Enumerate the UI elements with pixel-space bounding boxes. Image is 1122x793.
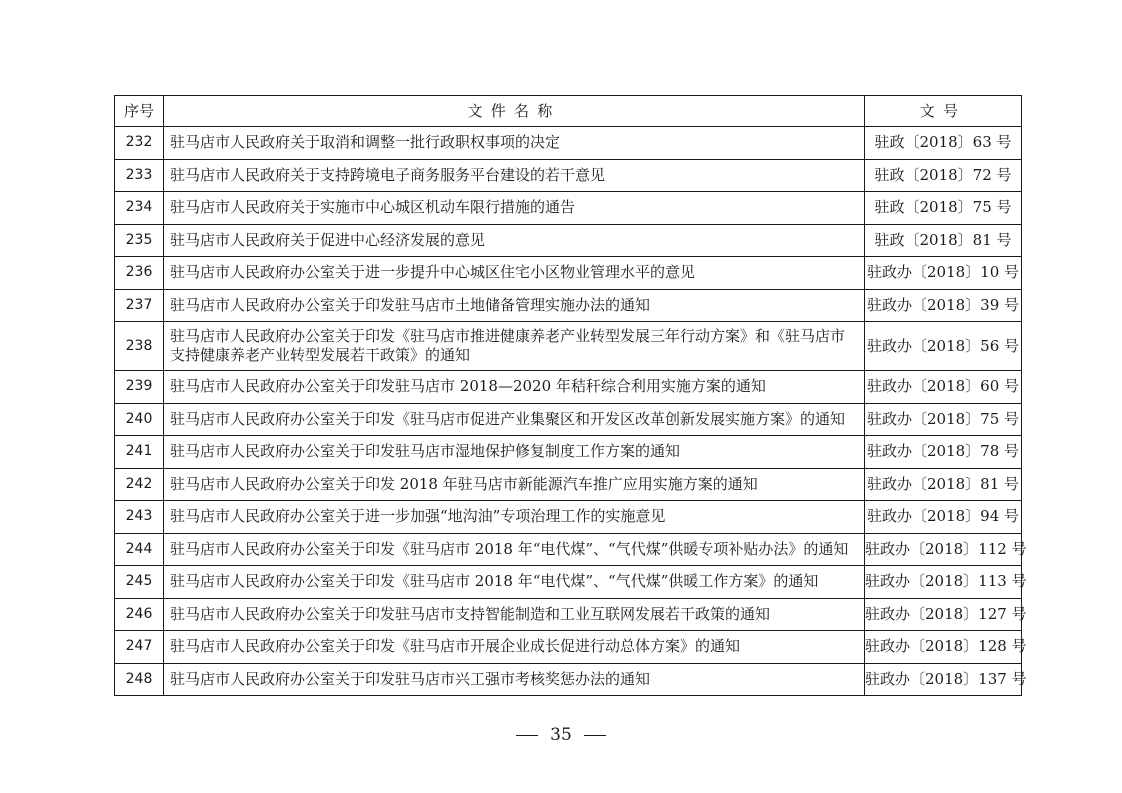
row-seq: 243 [115, 501, 164, 534]
row-seq: 240 [115, 403, 164, 436]
row-number: 驻政办〔2018〕56 号 [865, 322, 1022, 371]
header-number: 文号 [865, 96, 1022, 127]
table-row [115, 127, 1022, 160]
row-seq: 245 [115, 566, 164, 599]
row-seq: 236 [115, 257, 164, 290]
row-name: 驻马店市人民政府办公室关于印发驻马店市支持智能制造和工业互联网发展若干政策的通知 [164, 598, 865, 631]
row-seq: 248 [115, 663, 164, 696]
table-row [115, 598, 1022, 631]
row-name: 驻马店市人民政府办公室关于印发《驻马店市 2018 年“电代煤”、“气代煤”供暖工作方案》的通知 [164, 566, 865, 599]
row-seq: 241 [115, 436, 164, 469]
table-row [115, 501, 1022, 534]
row-number: 驻政办〔2018〕112 号 [865, 533, 1022, 566]
header-seq: 序号 [115, 96, 164, 127]
row-number: 驻政办〔2018〕127 号 [865, 598, 1022, 631]
document-list-table [114, 95, 1027, 696]
table-row [115, 468, 1022, 501]
table-row [115, 224, 1022, 257]
table-row [115, 663, 1022, 696]
row-name: 驻马店市人民政府关于促进中心经济发展的意见 [164, 224, 865, 257]
row-number: 驻政办〔2018〕78 号 [865, 436, 1022, 469]
row-number: 驻政办〔2018〕113 号 [865, 566, 1022, 599]
row-name: 驻马店市人民政府办公室关于进一步提升中心城区住宅小区物业管理水平的意见 [164, 257, 865, 290]
table-row [115, 289, 1022, 322]
row-seq: 237 [115, 289, 164, 322]
row-seq: 247 [115, 631, 164, 664]
row-seq: 234 [115, 192, 164, 225]
row-name: 驻马店市人民政府办公室关于印发 2018 年驻马店市新能源汽车推广应用实施方案的通知 [164, 468, 865, 501]
row-seq: 244 [115, 533, 164, 566]
table-row [115, 403, 1022, 436]
row-name: 驻马店市人民政府关于实施市中心城区机动车限行措施的通告 [164, 192, 865, 225]
table-header [115, 96, 1022, 127]
row-name: 驻马店市人民政府办公室关于印发驻马店市土地储备管理实施办法的通知 [164, 289, 865, 322]
table-row [115, 533, 1022, 566]
row-name: 驻马店市人民政府关于支持跨境电子商务服务平台建设的若干意见 [164, 159, 865, 192]
header-row [115, 96, 1022, 127]
row-number: 驻政办〔2018〕10 号 [865, 257, 1022, 290]
row-number: 驻政办〔2018〕137 号 [865, 663, 1022, 696]
row-seq: 246 [115, 598, 164, 631]
row-seq: 235 [115, 224, 164, 257]
row-name: 驻马店市人民政府办公室关于印发驻马店市 2018—2020 年秸秆综合利用实施方案的通知 [164, 371, 865, 404]
table-row [115, 566, 1022, 599]
row-seq: 242 [115, 468, 164, 501]
table-row [115, 436, 1022, 469]
row-number: 驻政〔2018〕75 号 [865, 192, 1022, 225]
table-row [115, 192, 1022, 225]
row-name: 驻马店市人民政府办公室关于印发《驻马店市推进健康养老产业转型发展三年行动方案》和《驻马店市支持健康养老产业转型发展若干政策》的通知 [164, 322, 865, 371]
row-number: 驻政〔2018〕72 号 [865, 159, 1022, 192]
header-name: 文件名称 [164, 96, 865, 127]
row-name: 驻马店市人民政府办公室关于印发驻马店市兴工强市考核奖惩办法的通知 [164, 663, 865, 696]
row-seq: 239 [115, 371, 164, 404]
table-row [115, 371, 1022, 404]
table-row [115, 257, 1022, 290]
row-name: 驻马店市人民政府办公室关于印发《驻马店市 2018 年“电代煤”、“气代煤”供暖专项补贴办法》的通知 [164, 533, 865, 566]
row-number: 驻政〔2018〕63 号 [865, 127, 1022, 160]
footer-dash-right [584, 735, 606, 736]
row-number: 驻政办〔2018〕39 号 [865, 289, 1022, 322]
row-seq: 238 [115, 322, 164, 371]
table-row [115, 631, 1022, 664]
row-number: 驻政〔2018〕81 号 [865, 224, 1022, 257]
table-row [115, 159, 1022, 192]
page-footer [0, 724, 1122, 746]
row-name: 驻马店市人民政府办公室关于进一步加强“地沟油”专项治理工作的实施意见 [164, 501, 865, 534]
table-row [115, 322, 1022, 371]
page-number: 35 [550, 725, 572, 745]
row-number: 驻政办〔2018〕81 号 [865, 468, 1022, 501]
row-name: 驻马店市人民政府办公室关于印发驻马店市湿地保护修复制度工作方案的通知 [164, 436, 865, 469]
row-number: 驻政办〔2018〕60 号 [865, 371, 1022, 404]
row-name: 驻马店市人民政府办公室关于印发《驻马店市开展企业成长促进行动总体方案》的通知 [164, 631, 865, 664]
row-seq: 232 [115, 127, 164, 160]
row-number: 驻政办〔2018〕94 号 [865, 501, 1022, 534]
row-number: 驻政办〔2018〕128 号 [865, 631, 1022, 664]
row-name: 驻马店市人民政府关于取消和调整一批行政职权事项的决定 [164, 127, 865, 160]
row-name: 驻马店市人民政府办公室关于印发《驻马店市促进产业集聚区和开发区改革创新发展实施方案》的通知 [164, 403, 865, 436]
row-seq: 233 [115, 159, 164, 192]
row-number: 驻政办〔2018〕75 号 [865, 403, 1022, 436]
table-body [115, 127, 1027, 696]
footer-dash-left [516, 735, 538, 736]
